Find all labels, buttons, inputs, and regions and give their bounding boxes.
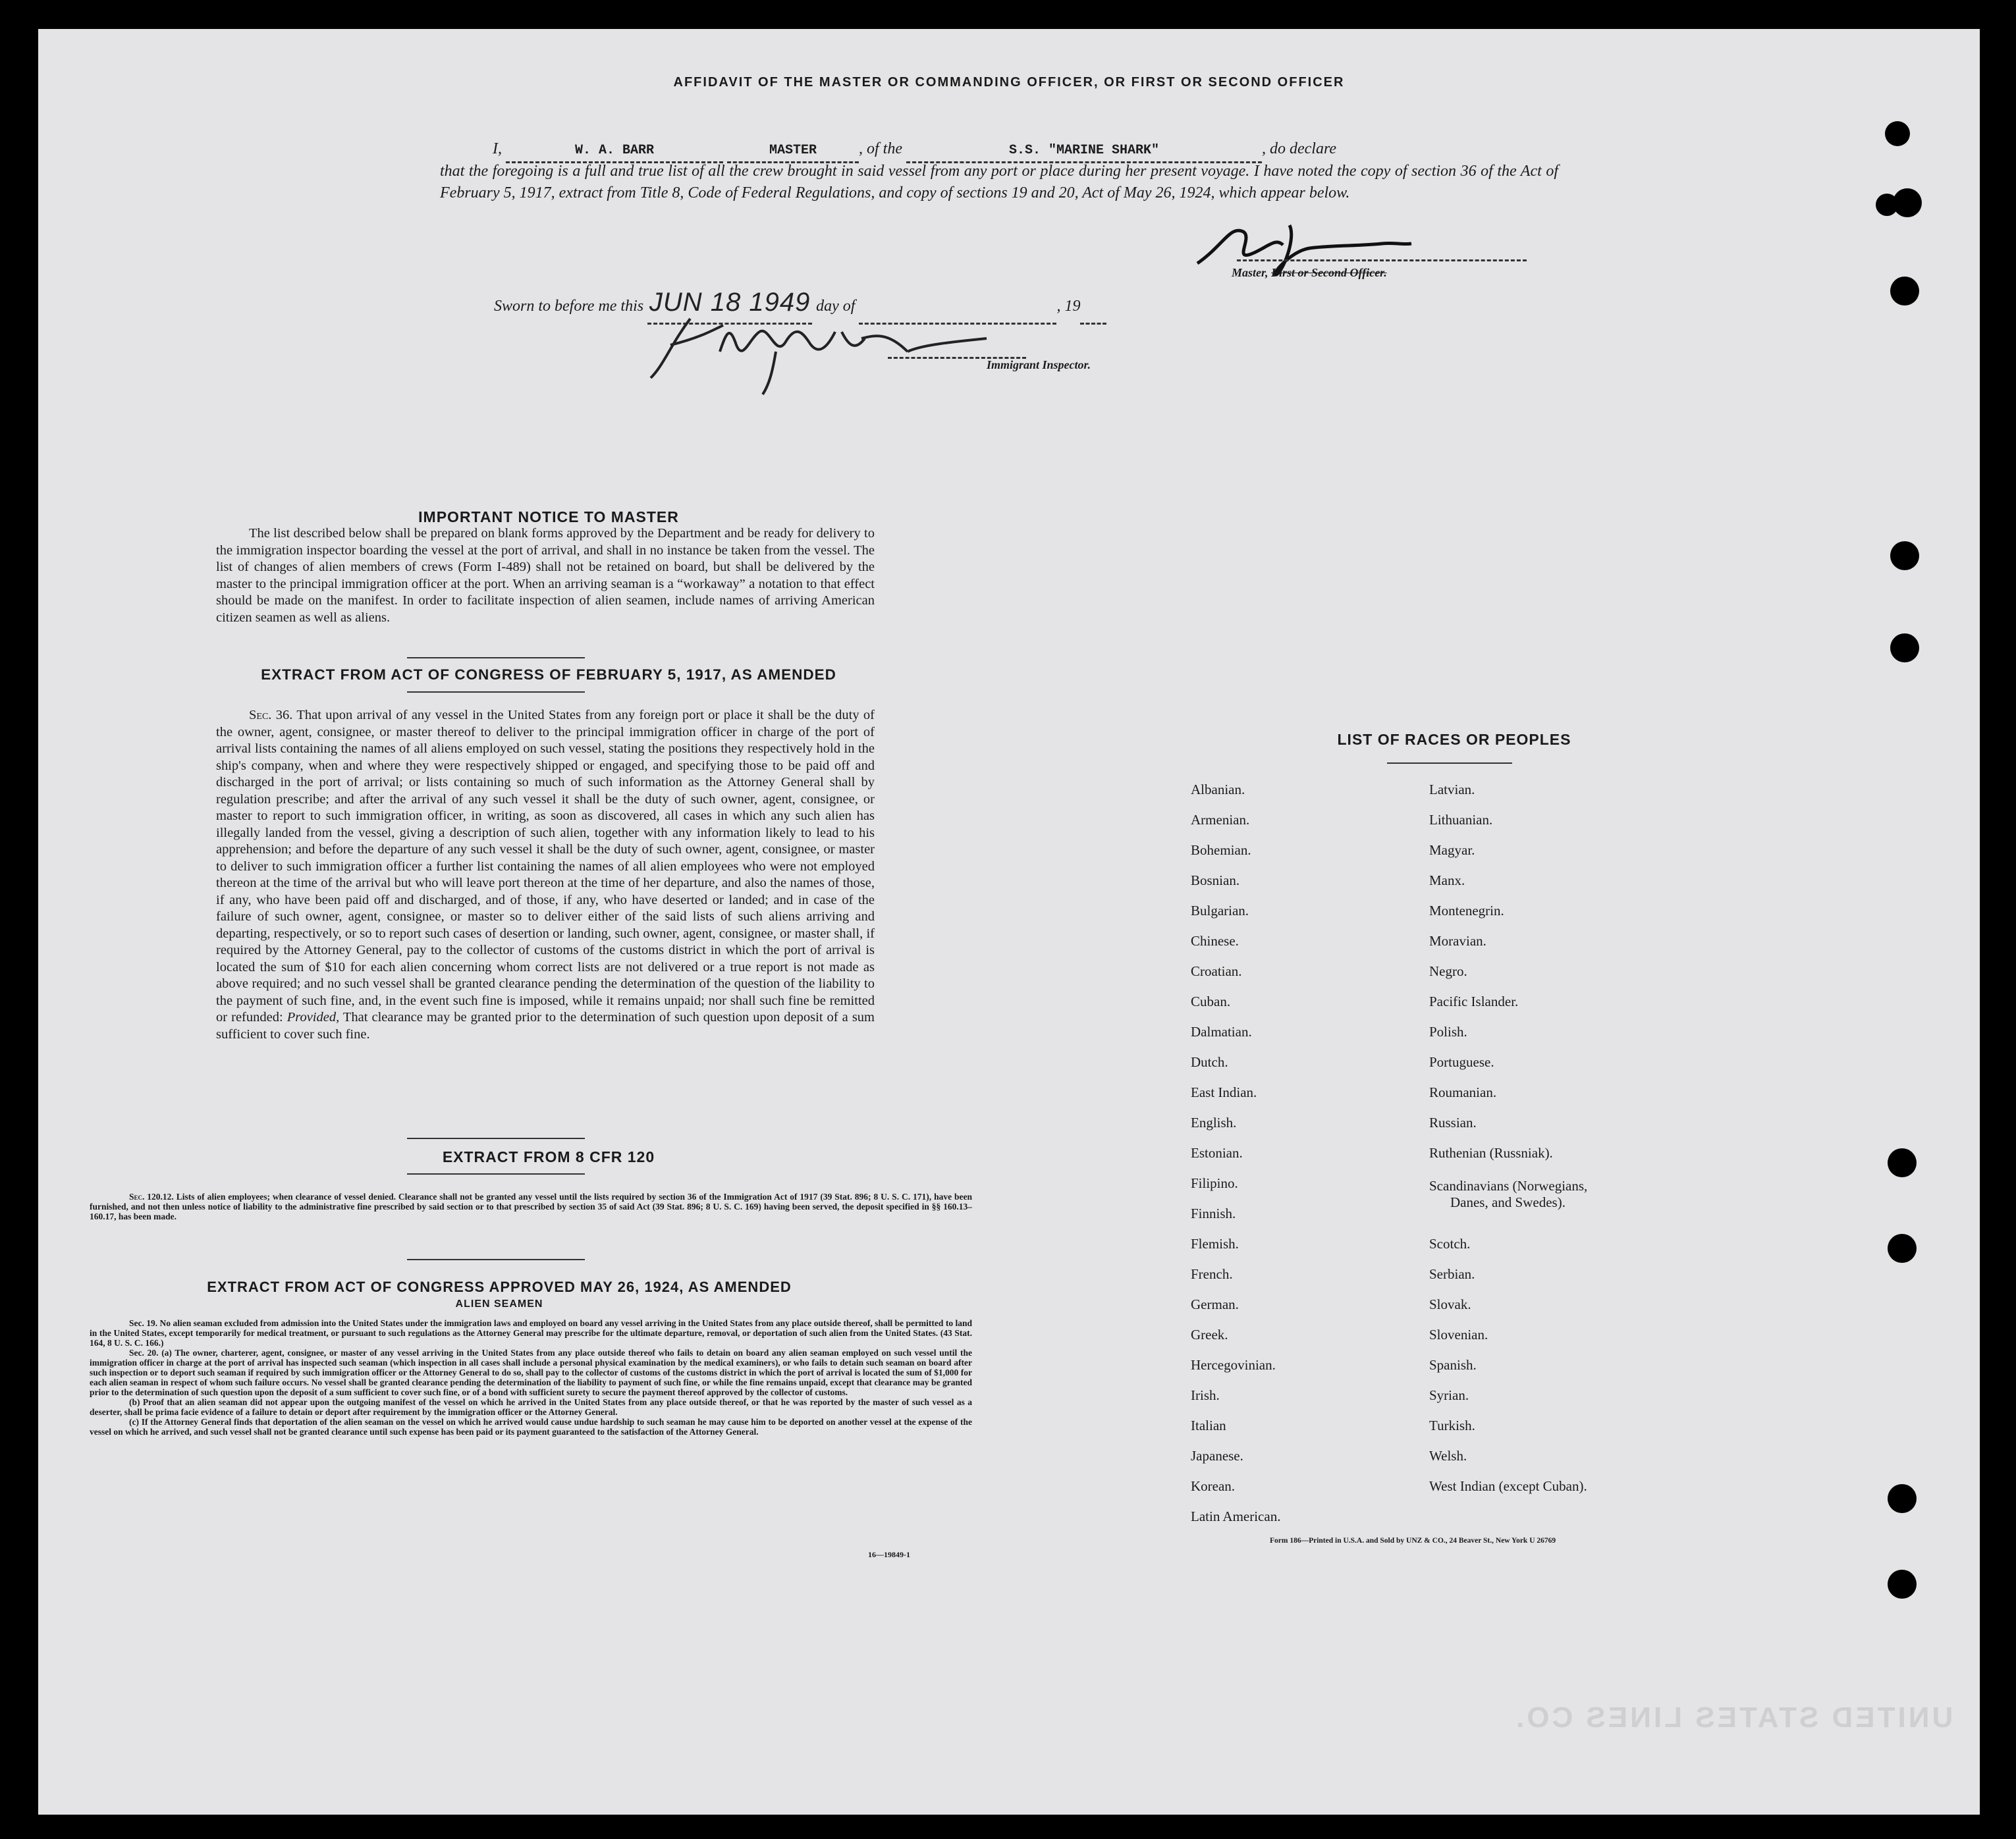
punch-hole — [1888, 1148, 1917, 1177]
race-left: Bulgarian. — [1191, 903, 1249, 919]
master-signature-line — [1237, 259, 1527, 261]
race-left: Bosnian. — [1191, 872, 1240, 888]
race-right: Negro. — [1429, 963, 1467, 979]
race-right: Russian. — [1429, 1115, 1477, 1131]
sec-20c-text: (c) If the Attorney General finds that deportation of the alien seaman on the vessel on which he arrived would cause undue hardship to such seaman he may cause him to be deported on another vessel at the expense of the vessel on which he arrived, and such vessel shall not be granted clearance until such expense has been paid or its payment guaranteed to the satisfaction of the Attorney General. — [90, 1417, 972, 1437]
affidavit-title: AFFIDAVIT OF THE MASTER OR COMMANDING OFFICER, OR FIRST OR SECOND OFFICER — [673, 75, 1345, 90]
divider — [1387, 762, 1512, 764]
year-field[interactable] — [1080, 290, 1106, 325]
divider — [407, 1138, 585, 1139]
race-left: Irish. — [1191, 1387, 1220, 1403]
divider — [407, 657, 585, 658]
sec-20a-text: Sec. 20. (a) The owner, charterer, agent, consignee, or master of any vessel arriving in the United States from any place outside thereof who fails to detain on board any alien seaman employed on such vessel until the immigration officer in charge at the port of arrival has inspected such seaman (which inspection in all cases shall include a personal physical examination by the medical examiners), or who fails to detain such seaman on board after such inspection or to deport such seaman if required by such immigration officer or the Attorney General to do so, shall pay to the collector of customs of the customs district in which the port of arrival is located the sum of $1,000 for each alien seaman in respect of whom such failure occurs. No vessel shall be granted clearance pending the determination of the liability to payment of such fine, or while the fine remains unpaid, except that clearance may be granted prior to the determination of such question upon the deposit of a sum sufficient to cover such fine, or of a bond with sufficient surety to secure the payment thereof approved by the collector of customs. — [90, 1348, 972, 1397]
race-left: Estonian. — [1191, 1145, 1243, 1161]
race-right: Syrian. — [1429, 1387, 1469, 1403]
race-left: Albanian. — [1191, 782, 1245, 797]
sec-36-text-end: That clearance may be granted prior to the determination of such question upon deposit of a sum sufficient to cover such fine. — [216, 1010, 875, 1042]
race-right: Ruthenian (Russniak). — [1429, 1145, 1553, 1161]
race-left: Finnish. — [1191, 1206, 1236, 1221]
race-right: Portuguese. — [1429, 1054, 1494, 1070]
race-left: Greek. — [1191, 1327, 1228, 1343]
inspector-caption: Immigrant Inspector. — [987, 358, 1091, 371]
declare-label: , do declare — [1262, 140, 1337, 157]
sec-36-label: Sec. 36. — [249, 708, 293, 722]
race-right: Pacific Islander. — [1429, 994, 1519, 1009]
race-right: Scotch. — [1429, 1236, 1471, 1252]
race-left: Italian — [1191, 1418, 1226, 1433]
mirrored-stamp: UNITED STATES LINES CO. — [1513, 1701, 1953, 1734]
race-right: Danes, and Swedes). — [1450, 1194, 1566, 1210]
race-left: Croatian. — [1191, 963, 1242, 979]
race-right: Slovak. — [1429, 1296, 1471, 1312]
form-code: 16—19849-1 — [868, 1550, 910, 1559]
race-right: Spanish. — [1429, 1357, 1477, 1373]
inspector-signature — [644, 306, 1039, 398]
punch-hole — [1888, 1234, 1917, 1263]
extract-1924-title: EXTRACT FROM ACT OF CONGRESS APPROVED MAY 26, 1924, AS AMENDED — [207, 1279, 792, 1295]
form-printer-note: Form 186—Printed in U.S.A. and Sold by UNZ & CO., 24 Beaver St., New York U 26769 — [1270, 1537, 1556, 1545]
race-left: Korean. — [1191, 1478, 1236, 1494]
sec-120-text: Lists of alien employees; when clearance of vessel denied. Clearance shall not be granted any vessel until the lists required by section 36 of the Immigration Act of 1917 (39 Stat. 896; 8 U. S. C. 171), have been furnished, and not then unless notice of liability to the administrative fine prescribed by said section or to that prescribed by section 35 of said Act (39 Stat. 896; 8 U. S. C. 169) having been served, the deposit specified in §§ 160.13–160.17, has been made. — [90, 1192, 973, 1221]
of-the-label: , of the — [859, 140, 902, 157]
race-left: Dalmatian. — [1191, 1024, 1252, 1040]
race-left: Japanese. — [1191, 1448, 1243, 1464]
race-left: Hercegovinian. — [1191, 1357, 1276, 1373]
divider — [407, 691, 585, 693]
races-title: LIST OF RACES OR PEOPLES — [1337, 731, 1571, 748]
cfr-body — [90, 1192, 972, 1221]
race-left: French. — [1191, 1266, 1233, 1282]
punch-hole — [1890, 277, 1919, 306]
race-left: German. — [1191, 1296, 1239, 1312]
i-label: I, — [493, 140, 502, 157]
notice-body: The list described below shall be prepared on blank forms approved by the Department and be ready for delivery to the immigration inspector boarding the vessel at the port of arrival, and shall in no instance be taken from the vessel. The list of changes of alien members of crews (Form I-489) shall not be retained on board, but shall be delivered by the master to the principal immigration officer at the port. When an arriving seaman is a “workaway” a notation to that effect should be made on the manifest. In order to facilitate inspection of alien seamen, include names of arriving American citizen seamen as well as aliens. — [216, 526, 875, 625]
punch-hole — [1885, 121, 1910, 146]
race-right: Slovenian. — [1429, 1327, 1488, 1343]
race-left: Bohemian. — [1191, 842, 1251, 858]
sec-120-label: Sec. 120.12. — [129, 1192, 174, 1202]
day-of-label: day of — [816, 298, 856, 315]
sworn-label: Sworn to before me this — [494, 298, 644, 315]
race-left: East Indian. — [1191, 1084, 1257, 1100]
extract-1917-body — [216, 707, 875, 1043]
race-left: Filipino. — [1191, 1175, 1238, 1191]
document-page — [38, 29, 1980, 1815]
vessel-name-field[interactable]: S.S. "MARINE SHARK" — [906, 140, 1262, 163]
provided-label: Provided, — [286, 1010, 340, 1025]
race-left: Cuban. — [1191, 994, 1231, 1009]
affidavit-body: that the foregoing is a full and true list of all the crew brought in said vessel from any port or place during her present voyage. I have noted the copy of section 36 of the Act of February 5, 1917, extract from Title 8, Code of Federal Regulations, and copy of sections 19 and 20, Act of May 26, 1924, which appear below. — [440, 163, 1558, 201]
signer-caption-struck: First or Second Officer. — [1271, 266, 1387, 279]
race-right: Moravian. — [1429, 933, 1486, 949]
race-right: Scandinavians (Norwegians, — [1429, 1178, 1588, 1194]
divider — [407, 1173, 585, 1175]
affidavit-declaration — [493, 138, 1579, 163]
sec-36-text: That upon arrival of any vessel in the United States from any foreign port or place it shall be the duty of the owner, agent, consignee, or master thereof to deliver to the principal immigration officer in charge of the port of arrival lists containing the names of all aliens employed on such vessel, stating the positions they respectively hold in the ship's company, when and where they were respectively shipped or engaged, and specifying those to be paid off and discharged in the port of arrival; or lists containing so much of such information as the Attorney General shall by regulation prescribe; and after the arrival of any such vessel it shall be the duty of such owner, agent, consignee, or master to report to such immigration officer, in writing, as soon as discovered, all cases in which any such alien has illegally landed from the vessel, giving a description of such alien, together with any information likely to lead to his apprehension; and before the departure of any such vessel it shall be the duty of such owner, agent, consignee, or master to deliver to such immigration officer a further list containing the names of all alien employees who were not employed thereon at the time of the arrival but who will leave port thereon at the time of her departure, and also the names of those, if any, who have been paid off and discharged, and of those, if any, who have deserted or landed; and in case of the failure of such owner, agent, consignee, or master so to deliver either of the said lists of such aliens arriving and departing, respectively, or so to report such cases of desertion or landing, such owner, agent, consignee, or master shall, if required by the Attorney General, pay to the collector of customs of the customs district in which the port of arrival is located the sum of $10 for each alien concerning whom correct lists are not delivered or a true report is not made as above required; and no such vessel shall be granted clearance pending the determination of the question of the liability to the payment of such fine, and, in the event such fine is imposed, while it remains unpaid; nor shall such fine be remitted or refunded: — [216, 708, 875, 1025]
cfr-title: EXTRACT FROM 8 CFR 120 — [442, 1148, 655, 1165]
race-right: Serbian. — [1429, 1266, 1475, 1282]
punch-hole — [1888, 1570, 1917, 1599]
date-stamp: JUN 18 1949 — [649, 288, 811, 317]
race-right: Lithuanian. — [1429, 812, 1493, 828]
signer-caption-master: Master, — [1232, 266, 1268, 279]
race-right: Roumanian. — [1429, 1084, 1497, 1100]
master-name-field[interactable]: W. A. BARR — [506, 140, 723, 163]
divider — [407, 1259, 585, 1260]
notice-title: IMPORTANT NOTICE TO MASTER — [418, 508, 679, 525]
sec-20b-text: (b) Proof that an alien seaman did not appear upon the outgoing manifest of the vessel on which he arrived in the United States from any place outside thereof, or that he was reported by the master of such vessel as a deserter, shall be prima facie evidence of a failure to detain or deport after requirement by the immigration officer or the Attorney General. — [90, 1397, 972, 1417]
punch-hole — [1890, 541, 1919, 570]
race-left: Dutch. — [1191, 1054, 1228, 1070]
race-left: Latin American. — [1191, 1508, 1281, 1524]
punch-hole — [1876, 194, 1898, 216]
extract-1924-body — [90, 1318, 972, 1437]
race-left: English. — [1191, 1115, 1237, 1131]
race-left: Flemish. — [1191, 1236, 1239, 1252]
race-left: Armenian. — [1191, 812, 1250, 828]
race-right: Magyar. — [1429, 842, 1475, 858]
rank-field[interactable]: MASTER — [727, 140, 859, 163]
race-right: West Indian (except Cuban). — [1429, 1478, 1587, 1494]
sec-19-text: Sec. 19. No alien seaman excluded from admission into the United States under the immigration laws and employed on board any vessel arriving in the United States from any place outside thereof, shall be permitted to land in the United States, except temporarily for medical treatment, or pursuant to such regulations as the Attorney General may prescribe for the ultimate departure, removal, or deportation of such alien from the United States. (43 Stat. 164, 8 U. S. C. 166.) — [90, 1318, 972, 1348]
year-prefix: , 19 — [1056, 298, 1081, 315]
race-right: Turkish. — [1429, 1418, 1475, 1433]
race-left: Chinese. — [1191, 933, 1239, 949]
signer-caption — [1232, 266, 1387, 280]
extract-1924-subtitle: ALIEN SEAMEN — [455, 1298, 543, 1310]
extract-1917-title: EXTRACT FROM ACT OF CONGRESS OF FEBRUARY 5, 1917, AS AMENDED — [261, 666, 836, 683]
punch-hole — [1890, 633, 1919, 662]
punch-hole — [1888, 1484, 1917, 1513]
race-right: Latvian. — [1429, 782, 1475, 797]
race-right: Montenegrin. — [1429, 903, 1504, 919]
race-right: Manx. — [1429, 872, 1465, 888]
race-right: Welsh. — [1429, 1448, 1467, 1464]
race-right: Polish. — [1429, 1024, 1467, 1040]
